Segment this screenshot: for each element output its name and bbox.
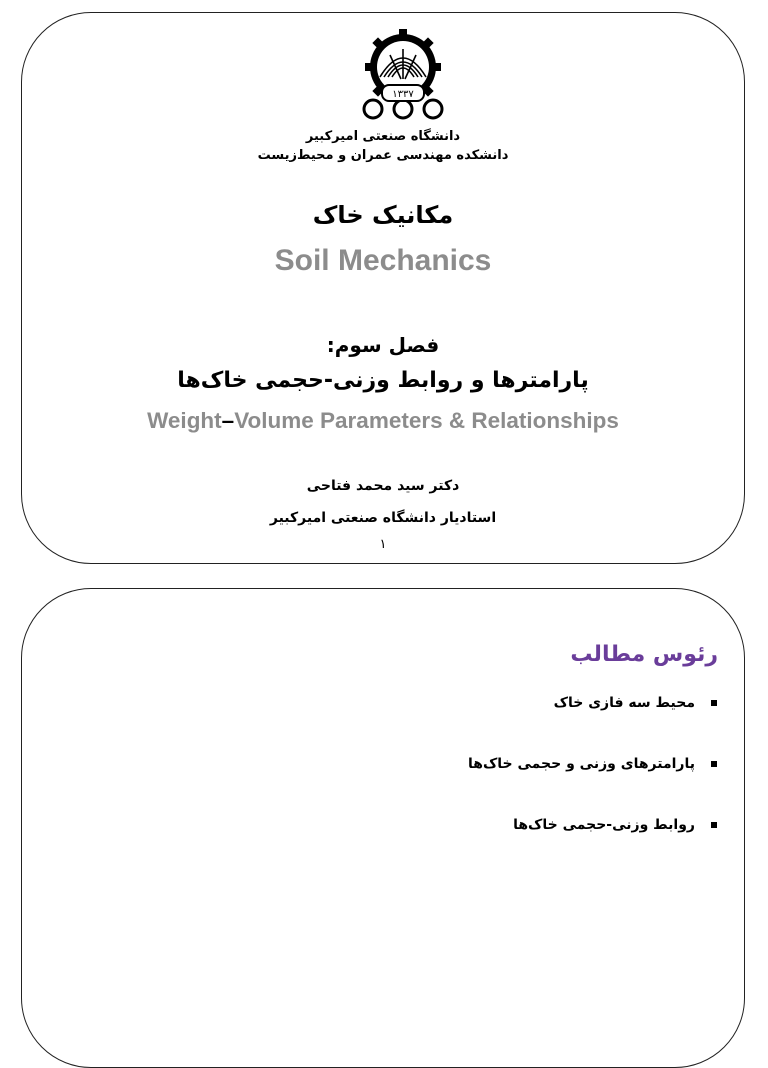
list-item	[119, 754, 719, 774]
outline-list	[119, 693, 719, 835]
slide-title	[21, 12, 745, 564]
bullet-icon	[711, 822, 717, 828]
slide-outline	[21, 588, 745, 1068]
chapter-title-en	[22, 408, 744, 434]
list-item-text: پارامترهای وزنی و حجمی خاک‌ها	[467, 756, 695, 772]
bullet-icon	[711, 700, 717, 706]
list-item-text: محیط سه فازی خاک	[553, 695, 695, 711]
course-title-fa: مکانیک خاک	[312, 201, 454, 229]
chapter-title-en-part1: Weight	[147, 408, 222, 433]
chapter-label: فصل سوم:	[326, 333, 440, 357]
outline-title: رئوس مطالب	[570, 642, 718, 667]
bullet-icon	[711, 761, 717, 767]
chapter-title-en-dash: –	[221, 408, 235, 433]
list-item	[119, 815, 719, 835]
university-name: دانشگاه صنعتی امیرکبیر	[305, 129, 461, 144]
chapter-title-en-part2: Volume Parameters & Relationships	[234, 408, 619, 433]
university-logo	[360, 29, 446, 125]
logo-year: ۱۳۳۷	[392, 89, 414, 100]
chapter-title-fa: پارامترها و روابط وزنی-حجمی خاک‌ها	[177, 368, 589, 393]
faculty-name: دانشکده مهندسی عمران و محیط‌زیست	[257, 148, 509, 163]
author-name: دکتر سید محمد فتاحی	[306, 478, 460, 494]
list-item	[119, 693, 719, 713]
course-title-en: Soil Mechanics	[274, 244, 492, 277]
author-role: استادیار دانشگاه صنعتی امیرکبیر	[269, 510, 497, 526]
page-number: ۱	[379, 537, 387, 552]
list-item-text: روابط وزنی-حجمی خاک‌ها	[513, 817, 695, 833]
